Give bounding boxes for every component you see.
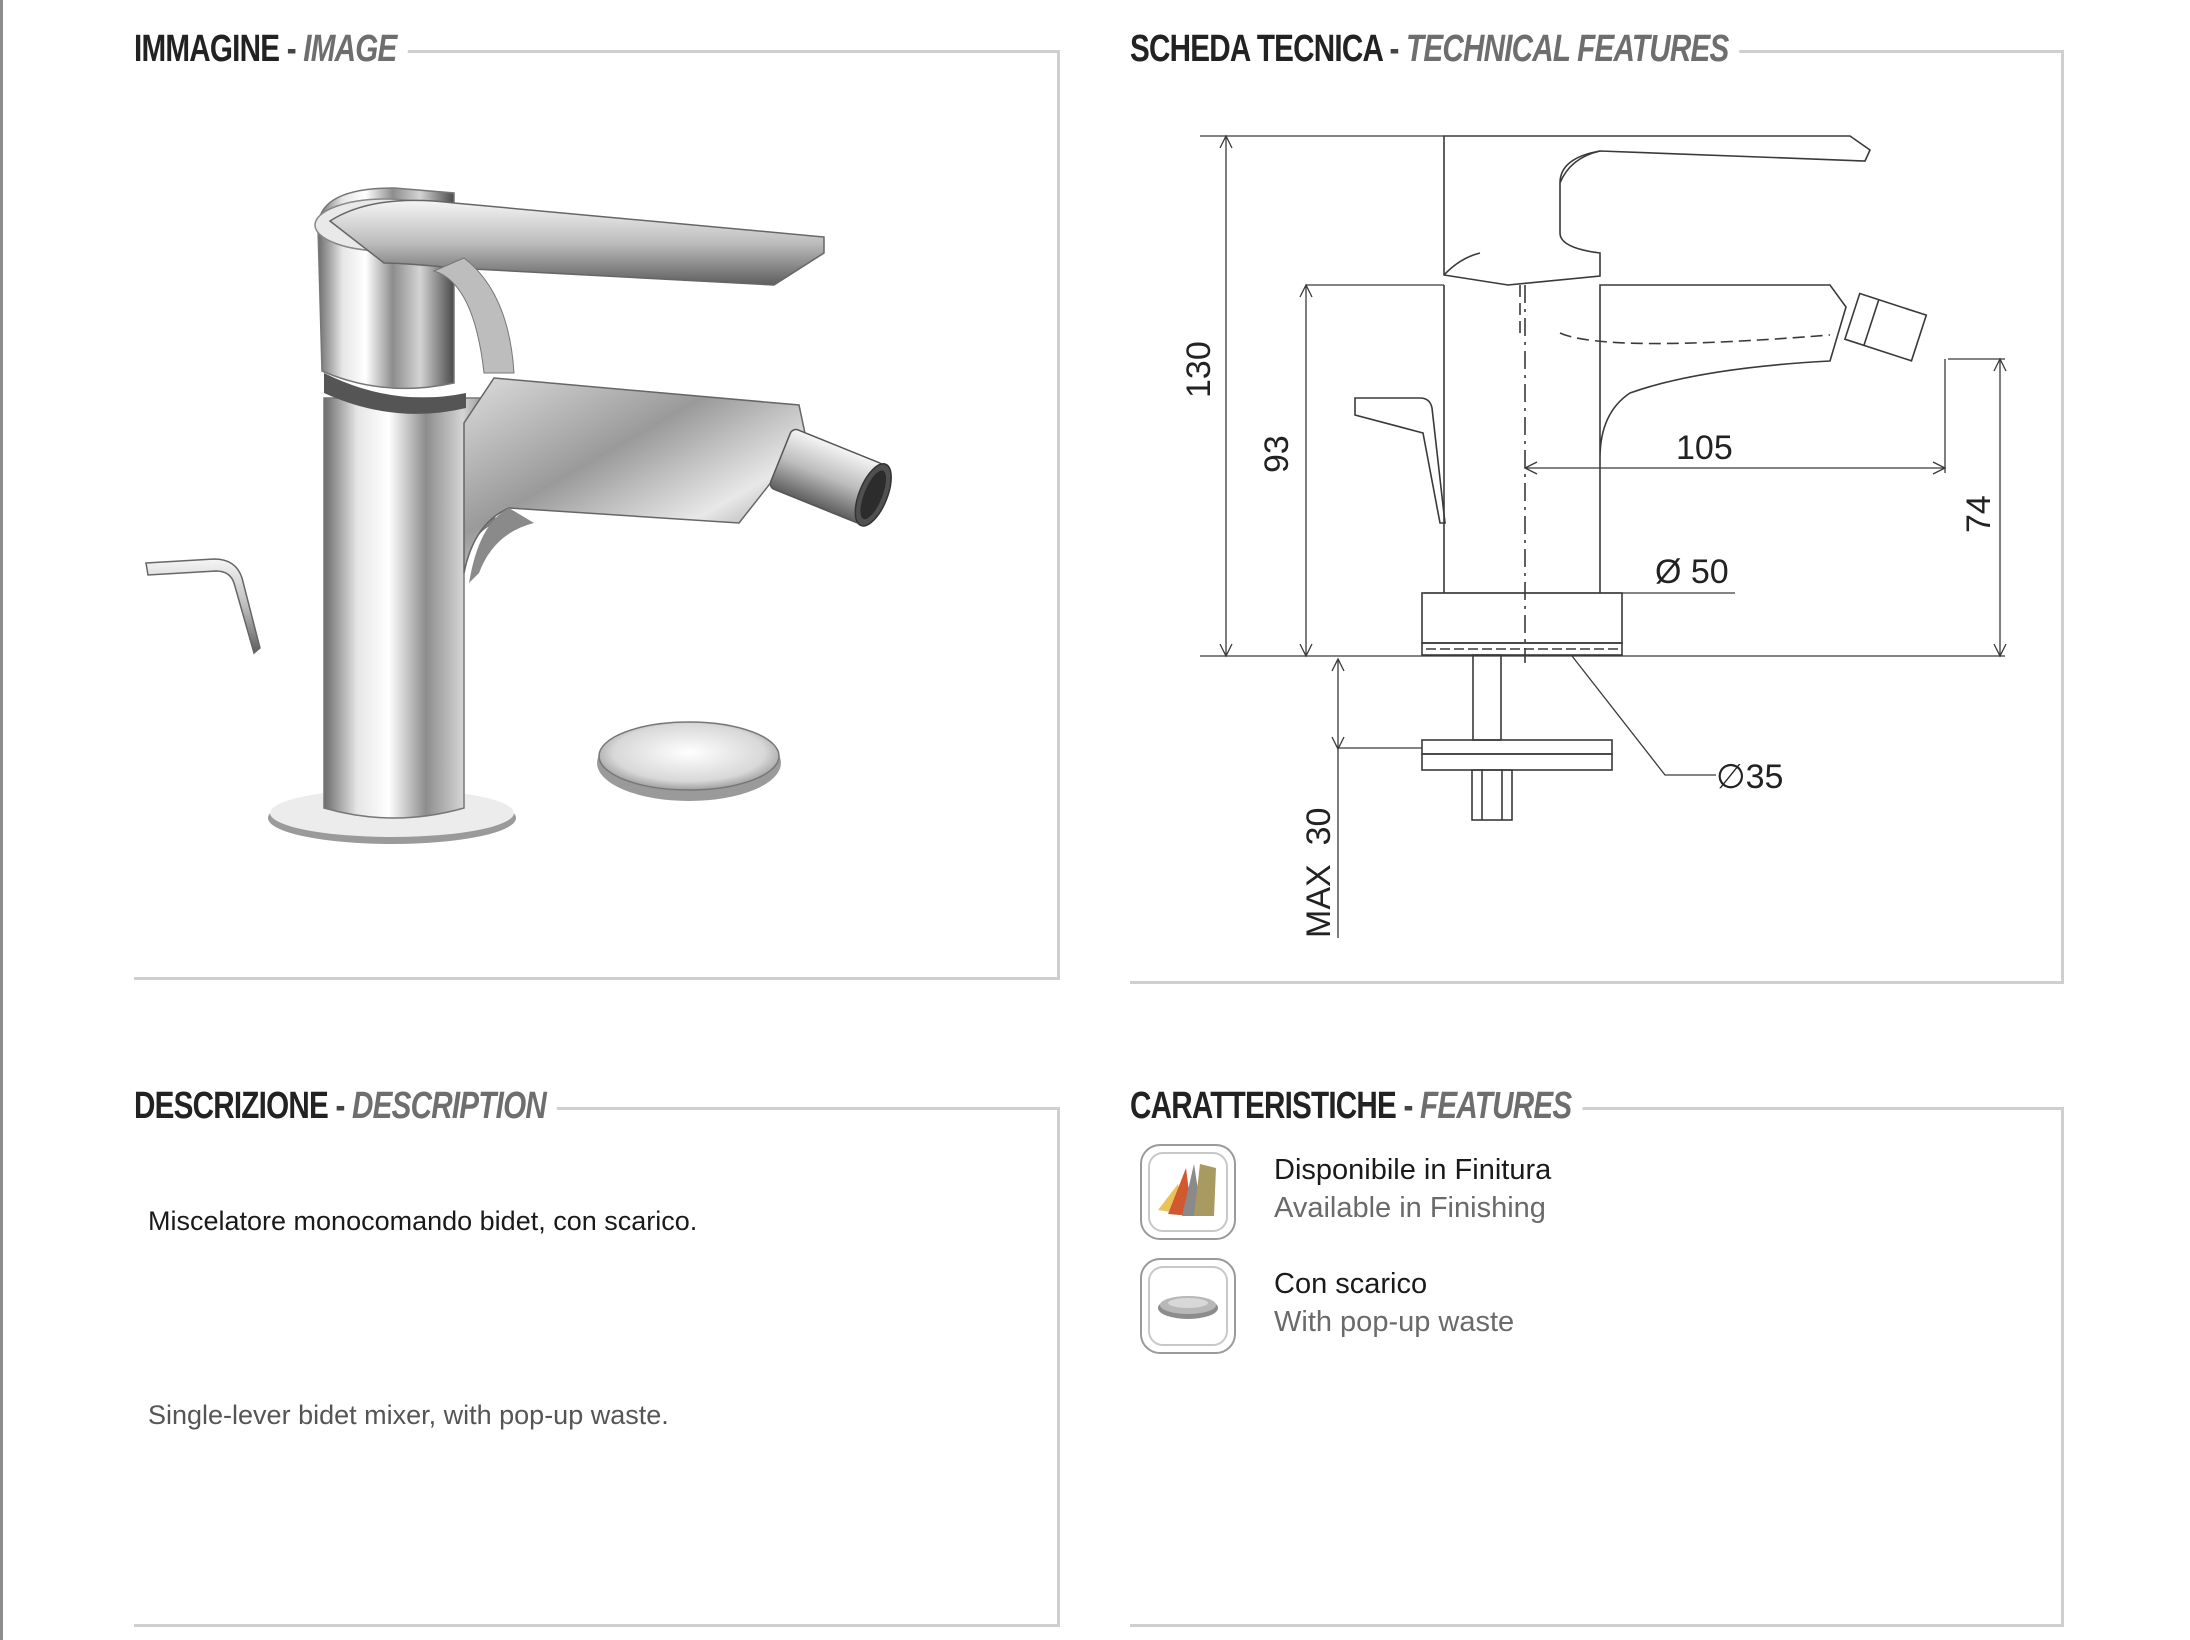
- dim-base-diameter: Ø 50: [1655, 553, 1729, 591]
- feature-title: Disponibile in Finitura: [1274, 1154, 1552, 1186]
- technical-drawing: [1130, 53, 2061, 983]
- feature-subtitle: With pop-up waste: [1274, 1306, 1515, 1338]
- heading-it: DESCRIZIONE: [134, 1085, 328, 1127]
- heading-en: TECHNICAL FEATURES: [1406, 28, 1729, 70]
- dim-hole-diameter: ∅35: [1716, 758, 1784, 796]
- faucet-product-image: [134, 53, 1057, 978]
- heading-separator: -: [327, 1085, 352, 1127]
- heading-en: FEATURES: [1420, 1085, 1572, 1127]
- heading-en: DESCRIPTION: [351, 1085, 546, 1127]
- feature-pop-up-waste: [1140, 1258, 1800, 1358]
- heading-separator: -: [1396, 1085, 1421, 1127]
- dim-max-thickness: MAX 30: [1300, 807, 1338, 938]
- dim-spout-reach: 105: [1676, 429, 1733, 467]
- heading-separator: -: [1382, 28, 1407, 70]
- dim-height-total: 130: [1180, 341, 1218, 398]
- description-text-en: Single-lever bidet mixer, with pop-up waste.: [148, 1400, 669, 1430]
- heading-it: CARATTERISTICHE: [1130, 1085, 1397, 1127]
- feature-finishing: [1140, 1144, 1800, 1244]
- description-panel: [134, 1085, 1060, 1627]
- dim-spout-height: 74: [1960, 495, 1998, 533]
- feature-subtitle: Available in Finishing: [1274, 1192, 1546, 1224]
- description-text-it: Miscelatore monocomando bidet, con scarico.: [148, 1206, 698, 1236]
- heading-en: IMAGE: [303, 28, 397, 70]
- image-panel: [134, 28, 1060, 980]
- heading-it: SCHEDA TECNICA: [1130, 28, 1383, 70]
- dim-height-body: 93: [1258, 435, 1296, 473]
- heading-it: IMMAGINE: [134, 28, 280, 70]
- feature-title: Con scarico: [1274, 1268, 1428, 1300]
- description-panel-heading: [134, 1080, 557, 1132]
- heading-separator: -: [279, 28, 304, 70]
- color-swatches-icon: [1140, 1144, 1236, 1240]
- technical-panel: [1130, 28, 2064, 984]
- features-panel: [1130, 1085, 2064, 1627]
- pop-up-waste-icon: [1140, 1258, 1236, 1354]
- features-panel-heading: [1130, 1080, 1582, 1132]
- page-left-rule: [0, 0, 3, 1640]
